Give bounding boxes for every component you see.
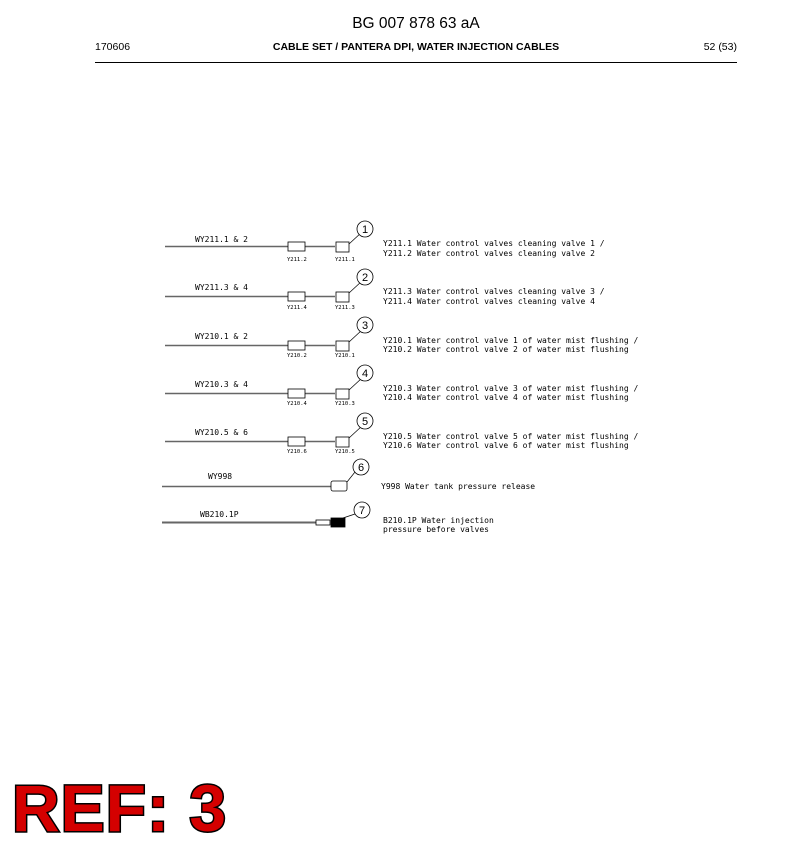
ref-stamp: REF: 3 — [12, 771, 228, 845]
cable-name-7: WB210.1P — [200, 510, 239, 519]
cable-1-desc-line-2: Y211.2 Water control valves cleaning valve 2 — [383, 249, 595, 258]
cable-2-connector-a — [288, 292, 305, 301]
connector-label-3b: Y210.1 — [335, 353, 355, 359]
header-title: CABLE SET / PANTERA DPI, WATER INJECTION CABLES — [272, 41, 560, 53]
cable-name-2: WY211.3 & 4 — [195, 283, 248, 292]
cable-5-connector-a — [288, 437, 305, 446]
callout-number-2: 2 — [361, 272, 369, 284]
cable-7-desc-line-2: pressure before valves — [383, 525, 489, 534]
cable-6-leader — [347, 472, 355, 482]
cable-2-desc-line-1: Y211.3 Water control valves cleaning valve 3 / — [383, 287, 605, 296]
cable-4-desc-line-2: Y210.4 Water control valve 4 of water mist flushing — [383, 393, 629, 402]
header-page-number: 52 (53) — [703, 41, 737, 53]
cable-1-connector-a — [288, 242, 305, 251]
connector-label-5a: Y210.6 — [287, 449, 307, 455]
callout-number-1: 1 — [361, 224, 369, 236]
document-number: BG 007 878 63 aA — [352, 15, 480, 32]
cable-5-leader — [349, 426, 362, 438]
connector-label-5b: Y210.5 — [335, 449, 355, 455]
connector-label-3a: Y210.2 — [287, 353, 307, 359]
header-date-code: 170606 — [95, 41, 131, 53]
cable-name-5: WY210.5 & 6 — [195, 428, 248, 437]
cable-5-desc-line-1: Y210.5 Water control valve 5 of water mist flushing / — [383, 432, 639, 441]
cable-5-desc-line-2: Y210.6 Water control valve 6 of water mist flushing — [383, 441, 629, 450]
cable-7 — [162, 502, 370, 527]
cable-1-desc-line-1: Y211.1 Water control valves cleaning valve 1 / — [383, 239, 605, 248]
cable-name-6: WY998 — [208, 472, 233, 481]
cable-name-1: WY211.1 & 2 — [195, 235, 248, 244]
connector-label-1a: Y211.2 — [287, 257, 307, 263]
cable-1-connector-b — [336, 242, 349, 252]
connector-label-1b: Y211.1 — [335, 257, 355, 263]
cable-2-connector-b — [336, 292, 349, 302]
cable-2-desc-line-2: Y211.4 Water control valves cleaning valve 4 — [383, 297, 595, 306]
callout-number-6: 6 — [357, 462, 365, 474]
cable-5-connector-b — [336, 437, 349, 447]
connector-label-4b: Y210.3 — [335, 401, 355, 407]
cable-4-connector-b — [336, 389, 349, 399]
cable-3-leader — [349, 330, 362, 342]
cable-6-desc-line-1: Y998 Water tank pressure release — [381, 482, 536, 491]
cable-name-4: WY210.3 & 4 — [195, 380, 248, 389]
cable-3-desc-line-1: Y210.1 Water control valve 1 of water mist flushing / — [383, 336, 639, 345]
cable-6 — [162, 459, 369, 491]
cable-name-3: WY210.1 & 2 — [195, 332, 248, 341]
callout-number-4: 4 — [361, 368, 369, 380]
callout-number-5: 5 — [361, 416, 369, 428]
connector-label-2a: Y211.4 — [287, 305, 307, 311]
cable-7-sensor-body — [316, 520, 330, 525]
cable-4-connector-a — [288, 389, 305, 398]
callout-number-7: 7 — [358, 505, 366, 517]
cable-6-connector — [331, 481, 347, 491]
cable-7-sensor-head — [331, 518, 345, 527]
cable-4-desc-line-1: Y210.3 Water control valve 3 of water mist flushing / — [383, 384, 639, 393]
cable-3-desc-line-2: Y210.2 Water control valve 2 of water mist flushing — [383, 345, 629, 354]
cable-3-connector-b — [336, 341, 349, 351]
cable-4-leader — [349, 378, 362, 390]
connector-label-2b: Y211.3 — [335, 305, 355, 311]
cable-7-desc-line-1: B210.1P Water injection — [383, 516, 494, 525]
cable-7-leader — [343, 514, 355, 518]
connector-label-4a: Y210.4 — [287, 401, 307, 407]
cable-3-connector-a — [288, 341, 305, 350]
callout-number-3: 3 — [361, 320, 369, 332]
